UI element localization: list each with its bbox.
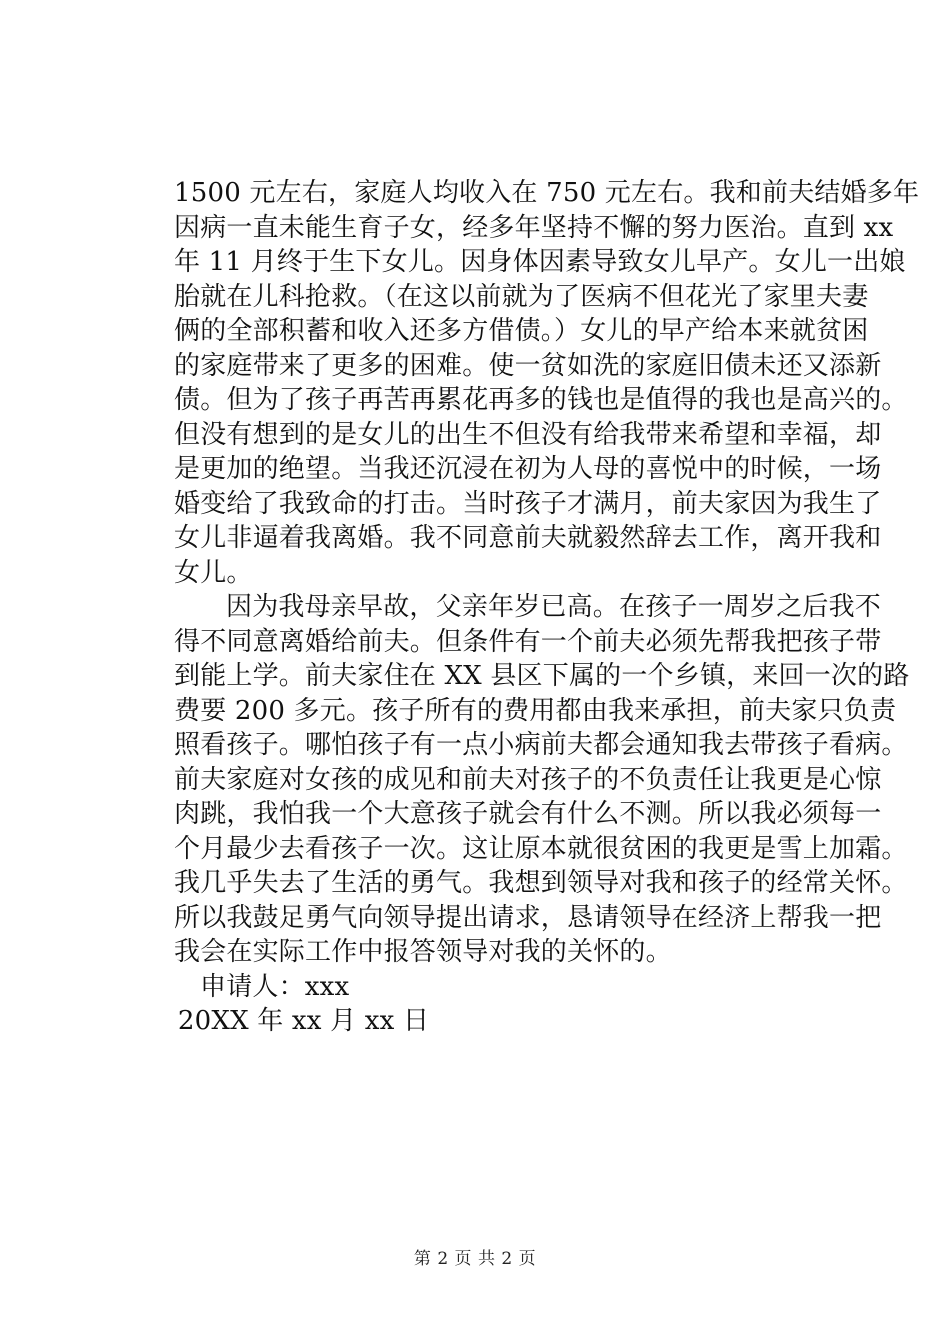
page-number-footer: 第 2 页 共 2 页	[413, 1249, 537, 1269]
text-line: 但没有想到的是女儿的出生不但没有给我带来希望和幸福，却	[174, 419, 882, 450]
text-line: 因为我母亲早故，父亲年岁已高。在孩子一周岁之后我不	[226, 592, 882, 622]
text-line: 是更加的绝望。当我还沉浸在初为人母的喜悦中的时候，一场	[174, 454, 882, 484]
text-line: 我几乎失去了生活的勇气。我想到领导对我和孩子的经常关怀。	[174, 868, 908, 898]
document-body	[174, 176, 920, 1039]
text-line: 年 11 月终于生下女儿。因身体因素导致女儿早产。女儿一出娘	[174, 247, 906, 277]
text-line: 个月最少去看孩子一次。这让原本就很贫困的我更是雪上加霜。	[174, 833, 908, 864]
application-date: 20XX 年 xx 月 xx 日	[177, 1006, 430, 1036]
text-line: 到能上学。前夫家住在 XX 县区下属的一个乡镇，来回一次的路	[174, 661, 910, 691]
text-line: 照看孩子。哪怕孩子有一点小病前夫都会通知我去带孩子看病。	[174, 730, 908, 760]
text-line: 因病一直未能生育子女，经多年坚持不懈的努力医治。直到 xx	[174, 212, 894, 243]
text-line: 债。但为了孩子再苦再累花再多的钱也是值得的我也是高兴的。	[174, 385, 908, 415]
text-line: 俩的全部积蓄和收入还多方借债。）女儿的早产给本来就贫困	[174, 316, 869, 346]
text-line: 前夫家庭对女孩的成见和前夫对孩子的不负责任让我更是心惊	[174, 764, 882, 795]
text-line: 女儿非逼着我离婚。我不同意前夫就毅然辞去工作，离开我和	[174, 523, 882, 553]
text-line: 1500 元左右，家庭人均收入在 750 元左右。我和前夫结婚多年	[174, 178, 920, 208]
applicant-signature: 申请人：xxx	[200, 971, 350, 1002]
text-line: 肉跳，我怕我一个大意孩子就会有什么不测。所以我必须每一	[174, 799, 882, 829]
paragraph-1	[174, 176, 920, 590]
text-line: 的家庭带来了更多的困难。使一贫如洗的家庭旧债未还又添新	[174, 350, 882, 381]
text-line: 女儿。	[174, 557, 253, 588]
paragraph-2	[174, 590, 910, 970]
text-line: 婚变给了我致命的打击。当时孩子才满月，前夫家因为我生了	[174, 488, 882, 519]
text-line: 我会在实际工作中报答领导对我的关怀的。	[174, 937, 672, 967]
text-line: 胎就在儿科抢救。（在这以前就为了医病不但花光了家里夫妻	[174, 281, 869, 312]
text-line: 得不同意离婚给前夫。但条件有一个前夫必须先帮我把孩子带	[174, 626, 882, 657]
text-line: 费要 200 多元。孩子所有的费用都由我来承担，前夫家只负责	[174, 695, 897, 726]
text-line: 所以我鼓足勇气向领导提出请求，恳请领导在经济上帮我一把	[174, 902, 882, 933]
